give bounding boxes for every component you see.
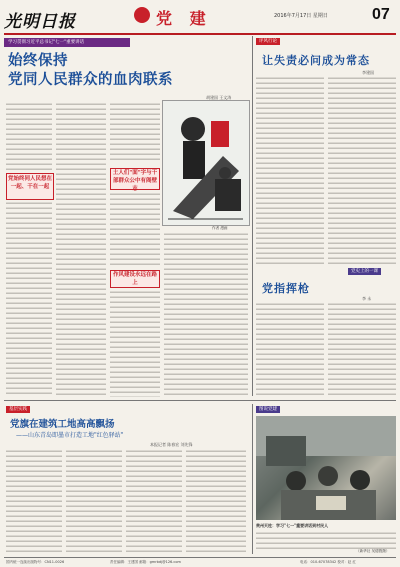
- practice-column-1: [6, 449, 62, 554]
- practice-column-2: [66, 449, 122, 554]
- photo-caption-title: 贵州天柱：学习"七一"重要讲话到村民人: [256, 523, 329, 528]
- section-title: 党 建: [156, 9, 212, 28]
- editorial-cartoon: [162, 100, 250, 226]
- commentary-author: 李建国: [362, 70, 374, 75]
- column-divider: [252, 36, 253, 396]
- commentary-column-1: [256, 76, 324, 264]
- practice-column-3: [126, 449, 182, 554]
- footer-right: 电话：010-67078342 校对：赵 红: [300, 560, 356, 564]
- masthead: [4, 3, 396, 35]
- photo-tag: 图说党建: [256, 406, 280, 413]
- history-column-1: [256, 302, 324, 396]
- cartoon-illustration: [163, 101, 249, 225]
- news-photo: [256, 416, 396, 520]
- main-headline-line2: 党同人民群众的血肉联系: [8, 72, 173, 88]
- main-byline: 胡建国 王文涛: [206, 95, 232, 100]
- cartoon-caption: 作者 漫画: [212, 226, 228, 230]
- section-divider: [4, 400, 396, 401]
- photo-credit: （新华社 吴德胜摄）: [356, 549, 390, 553]
- newspaper-logo: 光明日报: [4, 12, 76, 32]
- issue-date: 2016年7月17日 星期日: [274, 13, 328, 19]
- article-column-3: [110, 192, 160, 267]
- footer-left: 国内统一连续出版物号：CN11-0026: [6, 560, 65, 564]
- history-author: 李 永: [362, 296, 372, 301]
- history-column-2: [328, 302, 396, 396]
- article-column-1-top: [6, 102, 52, 170]
- practice-column-4: [186, 449, 246, 554]
- article-column-3-top: [110, 102, 160, 162]
- page-number: 07: [372, 6, 390, 23]
- subhead-box: 作风建设永远在路上: [110, 270, 160, 288]
- footer-center: 责任编辑：王建国 邮箱：gmrbdj@126.com: [110, 560, 181, 564]
- commentary-column-2: [328, 76, 396, 264]
- main-headline-line1: 始终保持: [8, 53, 68, 69]
- photo-scene: [256, 416, 396, 520]
- main-headline: [8, 52, 248, 90]
- practice-headline: 党旗在建筑工地高高飘扬: [10, 419, 115, 430]
- topic-banner: 学习贯彻习近平总书记"七一"重要讲话: [4, 38, 130, 47]
- article-column-4: [164, 232, 248, 397]
- practice-deck: ——山东青岛即墨市打造工地"红色驿站": [16, 432, 124, 439]
- practice-byline: 本报记者 陈春宏 刘先锋: [150, 442, 193, 447]
- party-emblem-icon: [134, 7, 150, 23]
- article-column-2: [56, 102, 106, 397]
- photo-caption-text: [256, 531, 396, 549]
- pull-quote: 土人们"面"字与干部群众公中有阁壁志: [110, 168, 160, 190]
- footer-rule: [4, 557, 396, 558]
- article-column-1: [6, 201, 52, 397]
- article-column-3-bottom: [110, 290, 160, 397]
- commentary-tag: 评风行论: [256, 38, 280, 45]
- commentary-headline: 让失责必问成为常态: [262, 54, 370, 67]
- history-tag: 党史上的一课: [348, 268, 381, 275]
- bottom-column-divider: [252, 404, 253, 554]
- practice-tag: 基层实践: [6, 406, 30, 413]
- history-headline: 党指挥枪: [262, 282, 310, 295]
- quote-box: 党始终同人民想在一起、干在一起: [6, 173, 54, 200]
